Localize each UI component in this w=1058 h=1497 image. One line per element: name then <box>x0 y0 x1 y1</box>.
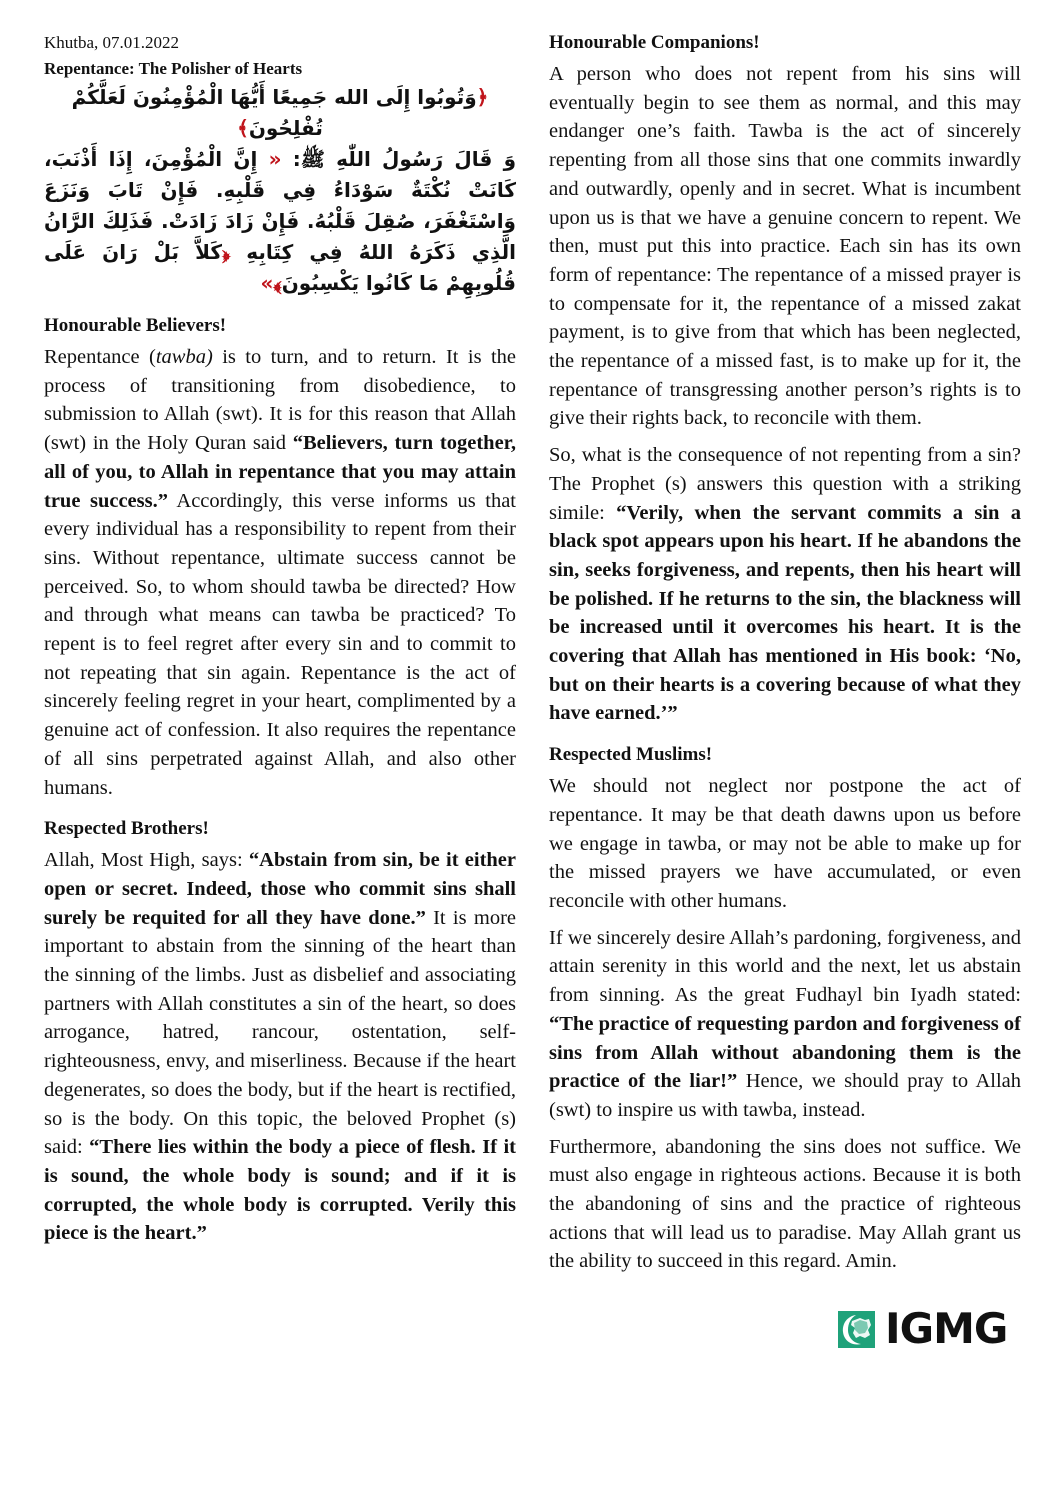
arabic-verse <box>44 82 516 144</box>
crescent-map-icon <box>838 1311 875 1348</box>
paragraph-consequence <box>549 441 1021 728</box>
text-run: Repentance ( <box>44 346 156 368</box>
inner-verse-text: كَلاَّ بَلْ رَانَ عَلَى قُلُوبِهِمْ مَا كَانُوا يَكْسِبُونَ <box>44 240 516 295</box>
left-column <box>44 30 516 1256</box>
text-run: So, what is the consequence of not repenting from a sin? The Prophet (s) answers this question with a striking simile: <box>549 444 1021 524</box>
hadith-text: إِنَّ الْمُؤْمِنَ، إِذَا أَذْنَبَ، كَانَتْ نُكْتَةٌ سَوْدَاءُ فِي قَلْبِهِ. فَإِنْ تَابَ وَنَزَعَ وَاسْتَغْفَرَ، صُقِلَ قَلْبُهُ. فَإِنْ زَادَ زَادَتْ. فَذَلِكَ الرَّانُ الَّذِي ذَكَرَهُ اللهُ فِي كِتَابِهِ <box>44 147 516 264</box>
scholar-quote: “The practice of requesting pardon and forgiveness of sins from Allah without abandoning them is the practice of the liar!” <box>549 1012 1021 1093</box>
text-run: Allah, Most High, says: <box>44 849 249 872</box>
quran-quote: “Abstain from sin, be it either open or secret. Indeed, those who commit sins shall surely be requited for all they have done.” <box>44 849 516 929</box>
verse-text: وَتُوبُوا إِلَى الله جَمِيعًا أَيُّهَا الْمُؤْمِنُونَ لَعَلَّكُمْ تُفْلِحُونَ <box>71 85 477 140</box>
hadith-quote: “Verily, when the servant commits a sin a black spot appears upon his heart. If he abandons the sin, seeks forgiveness, and repents, then his heart will be polished. If he returns to the sin, the blackness will be increased until it overcomes his heart. It is the covering that Allah has mentioned in His book: ‘No, but on their hearts is a covering because of what they have earned.’” <box>549 501 1021 725</box>
hadith-intro: وَ قَالَ رَسُولُ اللّٰهِ ﷺ: <box>292 147 517 171</box>
hadith-close-mark: » <box>260 271 274 295</box>
igmg-logo <box>838 1304 1020 1353</box>
text-run: Accordingly, this verse informs us that every individual has a responsibility to repent from their sins. Without repentance, ultimate success cannot be perceived. So, to whom should tawba be directed? How and through what means can tawba be practiced? To repent is to feel regret after every sin and to commit to not repeating that sin again. Repentance is the act of sincerely feeling regret in your heart, complimented by a genuine act of confession. It also requires the repentance of all sins perpetrated against Allah, and also other humans. <box>44 489 516 799</box>
text-run: If we sincerely desire Allah’s pardoning, forgiveness, and attain serenity in this world and the next, let us abstain from sinning. As the great Fudhayl bin Iyadh stated: <box>549 926 1021 1007</box>
verse-open-ornament: ﴿ <box>476 85 489 109</box>
hadith-open-mark: « <box>268 147 282 171</box>
logo-wordmark: IGMG <box>885 1304 1008 1353</box>
paragraph-sins-of-heart <box>44 846 516 1248</box>
paragraph-do-not-postpone: We should not neglect nor postpone the act of repentance. It may be that death dawns upon us before we engage in tawba, or may not be able to make up for the missed prayers we have accumulated, or even reconcile with other humans. <box>549 775 1021 912</box>
paragraph-repentance-definition <box>44 343 516 802</box>
paragraph-closing: Furthermore, abandoning the sins does not suffice. We must also engage in righteous actions. Because it is both the abandoning of sins and the practice of righteous actions that will lead us to paradise. May Allah grant us the ability to succeed in this regard. Amin. <box>549 1135 1021 1273</box>
inner-verse-open-ornament: ﴿ <box>221 240 231 264</box>
text-run: It is more important to abstain from the sinning of the heart than the sinning of the limbs. Just as disbelief and associating partners with Allah constitutes a sin of the heart, so does arrogance, hatred, rancour, ostentation, self-righteousness, envy, and miserliness. Because if the heart degenerates, so does the body, but if the heart is rectified, so is the body. On this topic, the beloved Prophet (s) said: <box>44 906 516 1159</box>
inner-verse-close-ornament: ﴾ <box>273 271 282 295</box>
text-run: is to turn, and to return. It is the process of transitioning from disobedience, to submission to Allah (swt). It is for this reason that Allah (swt) in the Holy Quran said <box>44 346 516 455</box>
italic-term: tawba) <box>155 346 213 368</box>
section-heading-muslims: Respected Muslims! <box>549 744 713 766</box>
document-date: Khutba, 07.01.2022 <box>44 33 180 52</box>
quran-quote: “Believers, turn together, all of you, to Allah in repentance that you may attain true success.” <box>44 432 517 512</box>
section-heading-brothers: Respected Brothers! <box>44 818 209 840</box>
paragraph-forms-of-repentance: A person who does not repent from his sins will eventually begin to see them as normal, and this may endanger one’s faith. Tawba is the act of sincerely repenting from all those sins that one commits inwardly and outwardly, openly and in secret. What is incumbent upon us is that we have a genuine concern to repent. We then, must put this into practice. Each sin has its own form of repentance: The repentance of a missed prayer is to compensate for it, the repentance of a missed zakat payment, is to give from that which has been neglected, the repentance of a missed fast, is to make up for it, the repentance of transgressing another person’s rights is to give their rights back, to reconcile with them. <box>549 63 1021 430</box>
right-column <box>549 30 1021 1284</box>
hadith-quote: “There lies within the body a piece of flesh. If it is sound, the whole body is sound; and if it is corrupted, the whole body is corrupted. Verily this piece is the heart.” <box>44 1136 517 1245</box>
verse-close-ornament: ﴾ <box>237 116 249 140</box>
section-heading-companions: Honourable Companions! <box>549 32 760 53</box>
document-title: Repentance: The Polisher of Hearts <box>44 59 303 78</box>
paragraph-pardoning <box>549 924 1021 1125</box>
text-run: Hence, we should pray to Allah (swt) to inspire us with tawba, instead. <box>549 1070 1021 1121</box>
section-heading-believers: Honourable Believers! <box>44 315 227 336</box>
arabic-quote-block <box>44 82 516 299</box>
